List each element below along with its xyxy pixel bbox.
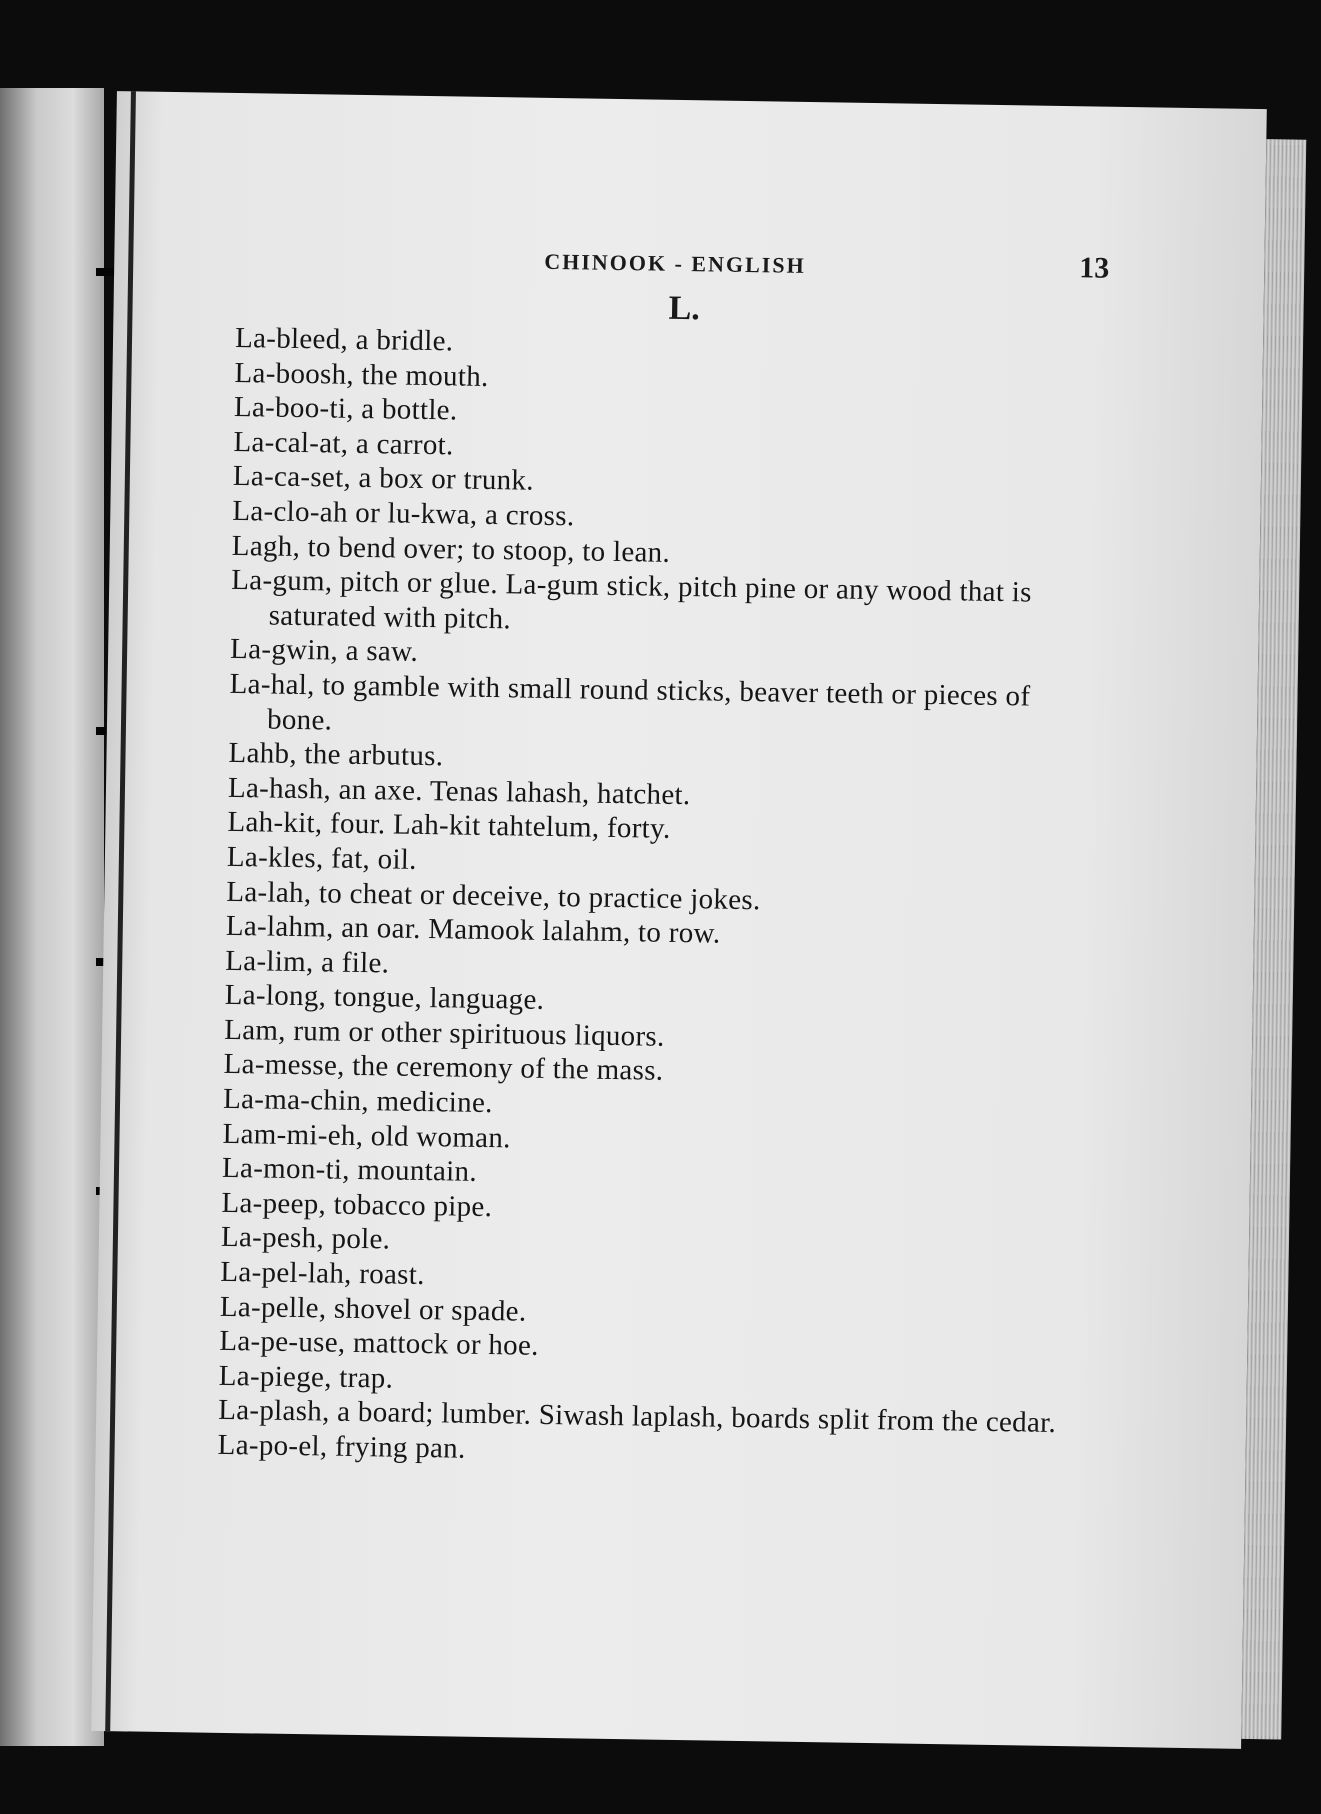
dictionary-entry: La-pe-use, mattock or hoe. [219,1325,539,1363]
dictionary-entry: Lam, rum or other spirituous liquors. [223,1013,665,1053]
dictionary-entry: La-boo-ti, a bottle. [233,391,458,427]
dictionary-entry: La-kles, fat, oil. [226,840,417,876]
dictionary-entry: La-lahm, an oar. Mamook lalahm, to row. [225,909,721,950]
dictionary-entry: La-pelle, shovel or spade. [219,1290,527,1328]
dictionary-entry: La-ma-chin, medicine. [222,1082,493,1120]
running-head [114,236,1264,294]
dictionary-entry: La-hal, to gamble with small round sticks, beaver teeth or pieces of bone. [229,667,1031,737]
dictionary-entry: La-mon-ti, mountain. [221,1152,478,1189]
dictionary-entry: La-boosh, the mouth. [234,356,489,393]
binding-gutter [105,91,136,1731]
dictionary-entry: La-lah, to cheat or deceive, to practice jokes. [226,875,761,916]
dictionary-entry: Lam-mi-eh, old woman. [222,1117,511,1155]
dictionary-entry: La-ca-set, a box or trunk. [232,460,535,498]
page-stack-edges [1241,139,1306,1739]
dictionary-entry: La-long, tongue, language. [224,979,545,1017]
running-title: CHINOOK - ENGLISH [544,248,806,278]
dictionary-entry: La-piege, trap. [218,1359,394,1395]
dictionary-entry: La-clo-ah or lu-kwa, a cross. [232,494,575,533]
dictionary-entry: Lagh, to bend over; to stoop, to lean. [231,529,671,569]
dictionary-entries [217,321,1095,1476]
dictionary-entry: La-cal-at, a carrot. [233,425,454,462]
dictionary-entry: Lahb, the arbutus. [228,737,444,773]
dictionary-entry: La-gwin, a saw. [229,633,419,669]
dictionary-entry: La-peep, tobacco pipe. [221,1186,493,1223]
page-number: 13 [1079,251,1110,285]
dictionary-entry: La-po-el, frying pan. [217,1428,466,1465]
dictionary-entry: La-gum, pitch or glue. La-gum stick, pitch pine or any wood that is saturated with pitch. [231,564,1032,636]
dictionary-entry: La-plash, a board; lumber. Siwash laplash, boards split from the cedar. [217,1394,1057,1440]
dictionary-entry: La-bleed, a bridle. [234,321,454,358]
section-heading: L. [668,289,701,328]
book-page [91,91,1267,1749]
dictionary-entry: La-hash, an axe. Tenas lahash, hatchet. [227,771,691,811]
dictionary-entry: La-lim, a file. [225,944,390,980]
dictionary-entry: La-pel-lah, roast. [220,1255,425,1292]
facing-page-edge [0,88,104,1746]
dictionary-entry: La-pesh, pole. [220,1221,391,1256]
dictionary-entry: La-messe, the ceremony of the mass. [223,1048,664,1088]
dictionary-entry: Lah-kit, four. Lah-kit tahtelum, forty. [227,806,671,846]
